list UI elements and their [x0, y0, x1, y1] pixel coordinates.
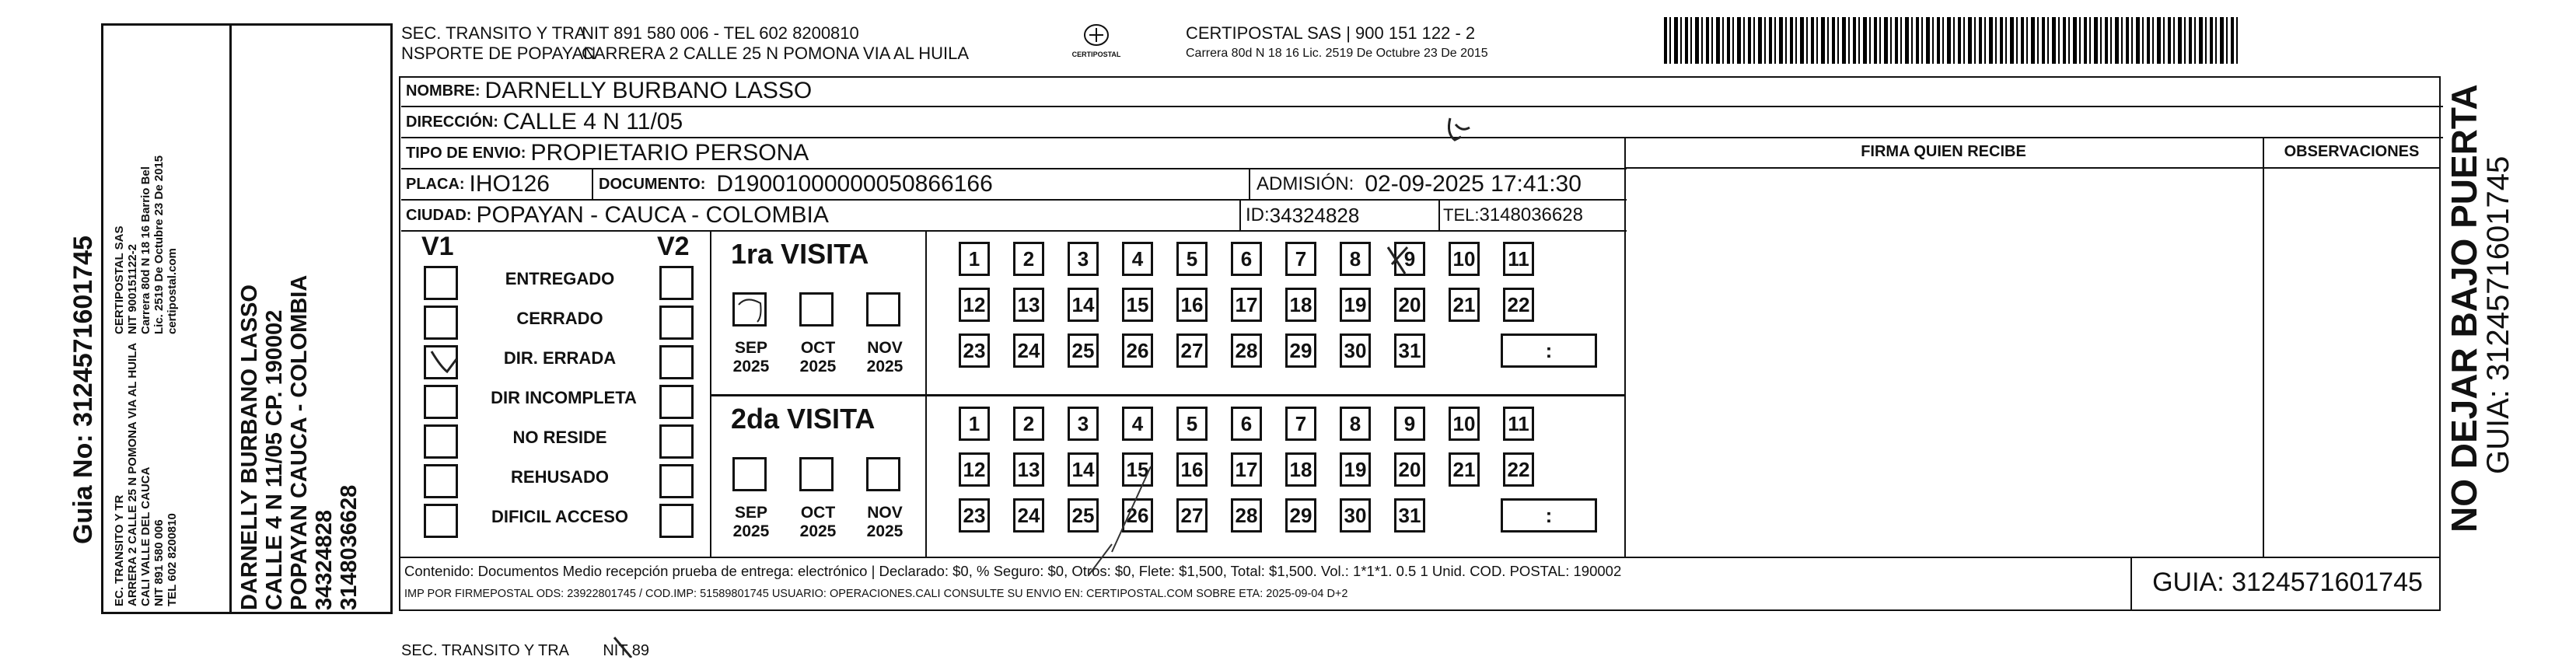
row-tipo: TIPO DE ENVIO: PROPIETARIO PERSONA — [401, 138, 1627, 169]
visit-2-day-box[interactable]: 1 — [959, 407, 990, 441]
visit-1-day-box[interactable]: 29 — [1285, 333, 1316, 368]
v2-label: V2 — [657, 232, 690, 261]
visit-2-title: 2da VISITA — [731, 403, 876, 435]
visit-1-day-box[interactable]: 12 — [959, 288, 990, 322]
opt-cerrado: CERRADO — [516, 309, 603, 328]
opt-entregado: ENTREGADO — [505, 269, 615, 288]
stub-courier: CERTIPOSTAL SAS NIT 900151122-2 Carrera 80d N 18 16 Barrio Bel Lic. 2519 De Octubre 23 De 2015 certipostal.com — [113, 155, 179, 334]
row-direccion: DIRECCIÓN: CALLE 4 N 11/05 — [401, 107, 2443, 138]
visit-1-day-box[interactable]: 10 — [1449, 242, 1480, 276]
observaciones-label: OBSERVACIONES — [2284, 143, 2420, 160]
visit-2-month-label: SEP 2025 — [732, 504, 770, 540]
no-dejar-bajo-puerta: NO DEJAR BAJO PUERTA — [2444, 84, 2484, 533]
visit-2-day-box[interactable]: 11 — [1503, 407, 1534, 441]
certipostal-logo: CERTIPOSTAL — [1065, 23, 1127, 58]
row-placa: PLACA: IHO126 DOCUMENTO: D19001000000050866166 ADMISIÓN: 02-09-2025 17:41:30 — [401, 169, 1627, 201]
visit-1-day-box[interactable]: : — [1501, 333, 1597, 368]
visit-2-day-box[interactable]: 16 — [1176, 452, 1208, 487]
visit-2-day-box[interactable]: 23 — [959, 498, 990, 533]
visit-1-day-box[interactable]: 17 — [1231, 288, 1262, 322]
opt-dir-errada: DIR. ERRADA — [503, 348, 617, 368]
visit-1-title: 1ra VISITA — [731, 238, 869, 270]
footer-guia: GUIA: 3124571601745 — [2152, 567, 2423, 597]
visit-1-day-box[interactable]: 14 — [1068, 288, 1099, 322]
visit-1-day-box[interactable]: 13 — [1013, 288, 1044, 322]
visit-1-day-box[interactable]: 11 — [1503, 242, 1534, 276]
row-nombre: NOMBRE: DARNELLY BURBANO LASSO — [401, 76, 2443, 107]
visit-1-day-box[interactable]: 20 — [1394, 288, 1425, 322]
visit-2-day-box[interactable]: 8 — [1340, 407, 1371, 441]
right-guia: GUIA: 3124571601745 — [2481, 155, 2515, 474]
visit-2-day-box[interactable]: 22 — [1503, 452, 1534, 487]
visit-1-day-box[interactable]: 22 — [1503, 288, 1534, 322]
opt-no-reside: NO RESIDE — [512, 428, 607, 447]
opt-dir-incompleta: DIR INCOMPLETA — [491, 388, 637, 407]
footer-text-1: Contenido: Documentos Medio recepción prueba de entrega: electrónico | Declarado: $0, % Seguro: $0, Otros: $0, Flete: $1,500, Total: $1,500. Vol.: 1*1*1. 0.5 1 Unid. COD. POSTAL: 190002 — [404, 563, 1622, 579]
visit-1-day-box[interactable]: 19 — [1340, 288, 1371, 322]
visit-2-day-box[interactable]: 3 — [1068, 407, 1099, 441]
visit-1-day-box[interactable]: 31 — [1394, 333, 1425, 368]
visit-2-day-box[interactable]: 2 — [1013, 407, 1044, 441]
visit-1-day-box[interactable]: 16 — [1176, 288, 1208, 322]
visit-1-day-box[interactable]: 24 — [1013, 333, 1044, 368]
visit-2-day-box[interactable]: 4 — [1122, 407, 1153, 441]
visit-2-day-box[interactable]: 19 — [1340, 452, 1371, 487]
stub-recipient: DARNELLY BURBANO LASSO CALLE 4 N 11/05 CP. 190002 POPAYAN CAUCA - COLOMBIA 34324828 3148036628 — [237, 274, 362, 610]
visit-2-day-box[interactable]: 21 — [1449, 452, 1480, 487]
visit-2-day-box[interactable]: 18 — [1285, 452, 1316, 487]
visit-1-day-box[interactable]: 28 — [1231, 333, 1262, 368]
visit-1-day-box[interactable]: 7 — [1285, 242, 1316, 276]
visit-2-day-box[interactable]: 10 — [1449, 407, 1480, 441]
visit-2-day-box[interactable]: 25 — [1068, 498, 1099, 533]
visit-1-day-box[interactable]: 3 — [1068, 242, 1099, 276]
visit-1-month-label: OCT 2025 — [799, 339, 837, 375]
bottom-fragment: SEC. TRANSITO Y TRA NIT 89 — [401, 642, 650, 659]
visit-1-day-box[interactable]: 21 — [1449, 288, 1480, 322]
visit-1-day-box[interactable]: 6 — [1231, 242, 1262, 276]
header-courier: CERTIPOSTAL SAS | 900 151 122 - 2 Carrera 80d N 18 16 Lic. 2519 De Octubre 23 De 2015 — [1186, 23, 1488, 60]
visit-2-day-box[interactable]: 24 — [1013, 498, 1044, 533]
visit-2-day-box[interactable]: 17 — [1231, 452, 1262, 487]
opt-dificil-acceso: DIFICIL ACCESO — [491, 507, 628, 526]
stub-sender: EC. TRANSITO Y TR ARRERA 2 CALLE 25 N POMONA VIA AL HUILA CALI VALLE DEL CAUCA NIT 891 580 006 TEL 602 8200810 — [113, 342, 179, 606]
visit-1-day-box[interactable]: 26 — [1122, 333, 1153, 368]
visit-2-month-label: NOV 2025 — [866, 504, 904, 540]
visit-2-day-box[interactable]: 29 — [1285, 498, 1316, 533]
visit-1-day-box[interactable]: 4 — [1122, 242, 1153, 276]
visit-2-day-box[interactable]: 27 — [1176, 498, 1208, 533]
v1-label: V1 — [421, 232, 454, 261]
visit-1-day-box[interactable]: 25 — [1068, 333, 1099, 368]
visit-1-day-box[interactable]: 5 — [1176, 242, 1208, 276]
header-sender: SEC. TRANSITO Y TRA NSPORTE DE POPAYAN — [401, 23, 596, 63]
visit-1-day-box[interactable]: 15 — [1122, 288, 1153, 322]
visit-2-day-box[interactable]: 20 — [1394, 452, 1425, 487]
visit-1-month-label: NOV 2025 — [866, 339, 904, 375]
visit-2-day-box[interactable]: 13 — [1013, 452, 1044, 487]
visit-1-day-box[interactable]: 23 — [959, 333, 990, 368]
visit-1-day-box[interactable]: 8 — [1340, 242, 1371, 276]
visit-1-day-box[interactable]: 18 — [1285, 288, 1316, 322]
visit-2-day-box[interactable]: 30 — [1340, 498, 1371, 533]
firma-label: FIRMA QUIEN RECIBE — [1861, 143, 2026, 160]
visit-2-day-box[interactable]: 5 — [1176, 407, 1208, 441]
visit-1-day-box[interactable]: 2 — [1013, 242, 1044, 276]
visit-1-day-box[interactable]: 30 — [1340, 333, 1371, 368]
visit-2-day-box[interactable]: 28 — [1231, 498, 1262, 533]
footer-text-2: IMP POR FIRMEPOSTAL ODS: 23922801745 / COD.IMP: 51589801745 USUARIO: OPERACIONES.CALI CONSULTE SU ENVIO EN: CERTIPOSTAL.COM SOBRE ETA: 2025-09-04 D+2 — [404, 588, 1348, 600]
visit-1-day-box[interactable]: 9 — [1394, 242, 1425, 276]
row-ciudad: CIUDAD: POPAYAN - CAUCA - COLOMBIA ID: 34324828 TEL: 3148036628 — [401, 201, 1627, 232]
visit-2-day-box[interactable]: 9 — [1394, 407, 1425, 441]
visit-2-month-label: OCT 2025 — [799, 504, 837, 540]
visit-2-day-box[interactable]: 15 — [1122, 452, 1153, 487]
visit-2-day-box[interactable]: 26 — [1122, 498, 1153, 533]
visit-2-day-box[interactable]: 7 — [1285, 407, 1316, 441]
header-nit: NIT 891 580 006 - TEL 602 8200810 CARRERA 2 CALLE 25 N POMONA VIA AL HUILA — [582, 23, 970, 63]
side-guia: Guia No: 3124571601745 — [68, 236, 98, 544]
visit-2-day-box[interactable]: : — [1501, 498, 1597, 533]
visit-2-day-box[interactable]: 12 — [959, 452, 990, 487]
visit-2-day-box[interactable]: 14 — [1068, 452, 1099, 487]
visit-2-day-box[interactable]: 31 — [1394, 498, 1425, 533]
opt-rehusado: REHUSADO — [511, 467, 609, 487]
visit-1-month-label: SEP 2025 — [732, 339, 770, 375]
visit-1-day-box[interactable]: 27 — [1176, 333, 1208, 368]
visit-2-day-box[interactable]: 6 — [1231, 407, 1262, 441]
visit-1-day-box[interactable]: 1 — [959, 242, 990, 276]
